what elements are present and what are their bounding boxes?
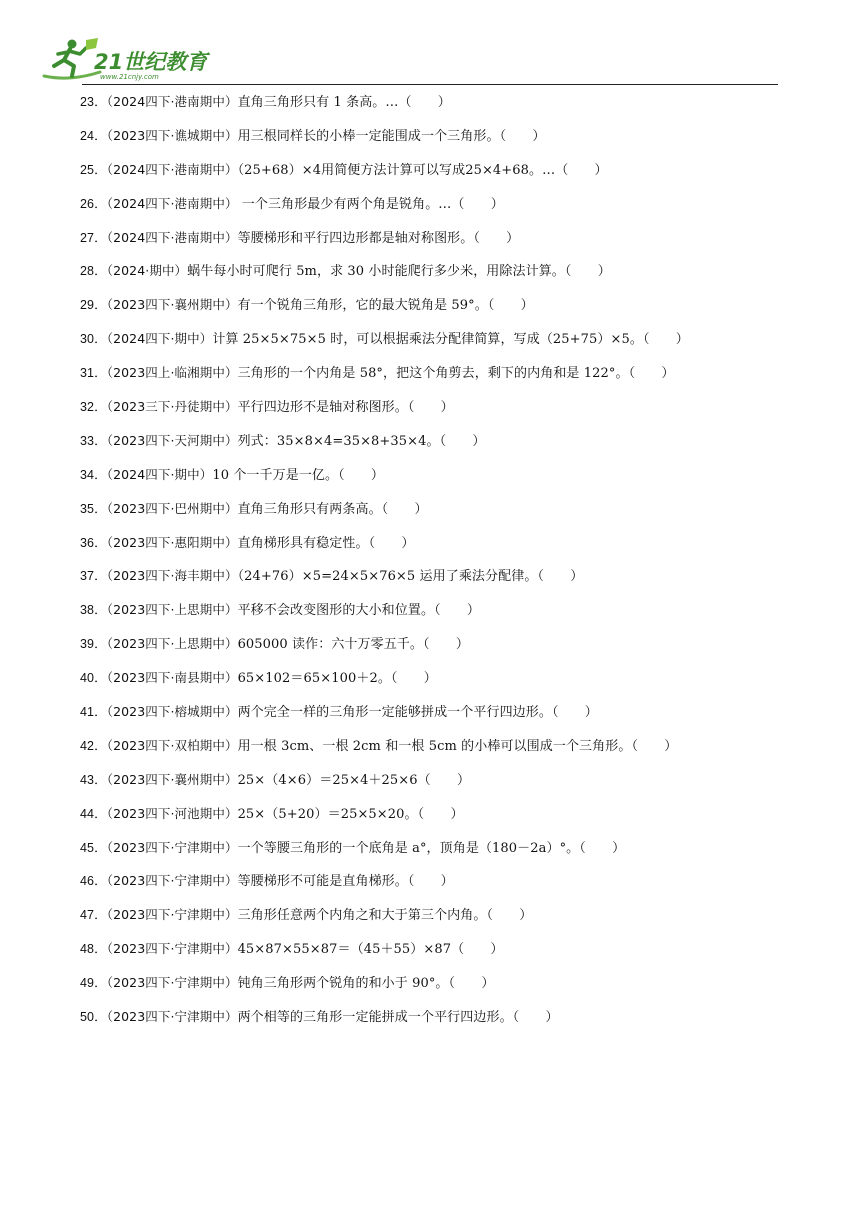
question-source: （2023四下·宁津期中）	[106, 907, 238, 923]
question-source: （2024四下·期中）	[106, 466, 213, 482]
question-source: （2023四下·宁津期中）	[106, 941, 238, 957]
question-number: 44．	[80, 806, 107, 821]
question-source: （2023三下·丹徒期中）	[106, 399, 238, 415]
question-source: （2023四下·宁津期中）	[106, 873, 238, 889]
question-number: 47．	[80, 908, 107, 923]
question-text: （25+68）×4用简便方法计算可以写成25×4+68。…（ ）	[237, 162, 608, 178]
question-item	[80, 363, 800, 397]
question-text: 65×102＝65×100＋2。（ ）	[237, 671, 437, 687]
question-text: 用一根 3cm、一根 2cm 和一根 5cm 的小棒可以围成一个三角形。（ ）	[237, 738, 678, 754]
question-text: 平行四边形不是轴对称图形。（ ）	[237, 400, 454, 416]
question-source: （2024·期中）	[106, 263, 188, 279]
question-number: 32．	[80, 400, 107, 415]
question-number: 41．	[80, 705, 107, 720]
question-item	[80, 838, 800, 872]
question-source: （2023四下·惠阳期中）	[106, 534, 238, 550]
question-text: 两个完全一样的三角形一定能够拼成一个平行四边形。（ ）	[237, 705, 598, 721]
question-item	[80, 668, 800, 702]
question-source: （2023四下·南县期中）	[106, 670, 238, 686]
question-source: （2023四下·宁津期中）	[106, 975, 238, 991]
question-number: 36．	[80, 535, 107, 550]
question-source: （2023四上·临湘期中）	[106, 365, 238, 381]
question-item	[80, 194, 800, 228]
question-text: 有一个锐角三角形，它的最大锐角是 59°。（ ）	[237, 298, 534, 314]
question-number: 34．	[80, 467, 107, 482]
question-text: 三角形任意两个内角之和大于第三个内角。（ ）	[237, 908, 533, 924]
question-number: 48．	[80, 942, 107, 957]
question-item	[80, 533, 800, 567]
page-header	[0, 0, 860, 88]
question-text: 10 个一千万是一亿。（ ）	[212, 467, 385, 483]
question-text: 钝角三角形两个锐角的和小于 90°。（ ）	[237, 976, 495, 992]
question-source: （2023四下·襄州期中）	[106, 771, 238, 787]
question-number: 45．	[80, 840, 107, 855]
svg-text:21世纪教育: 21世纪教育	[94, 50, 208, 74]
question-number: 31．	[80, 366, 107, 381]
question-item	[80, 397, 800, 431]
question-text: 605000 读作：六十万零五千。（ ）	[237, 637, 469, 653]
question-source: （2023四下·宁津期中）	[106, 1009, 238, 1025]
question-text: 25×（5+20）＝25×5×20。（ ）	[237, 806, 464, 822]
question-source: （2023四下·榕城期中）	[106, 704, 238, 720]
question-source: （2024四下·港南期中）	[106, 195, 238, 211]
question-number: 27．	[80, 230, 107, 245]
question-text: 列式：35×8×4=35×8+35×4。（ ）	[237, 433, 486, 449]
svg-text:www.21cnjy.com: www.21cnjy.com	[100, 73, 159, 81]
question-text: 直角三角形只有两条高。（ ）	[237, 501, 428, 517]
question-text: 三角形的一个内角是 58°，把这个角剪去，剩下的内角和是 122°。（ ）	[237, 366, 675, 382]
question-source: （2023四下·襄州期中）	[106, 297, 238, 313]
question-list	[80, 92, 800, 1041]
question-number: 40．	[80, 671, 107, 686]
question-number: 42．	[80, 738, 107, 753]
question-text: 直角三角形只有 1 条高。…（ ）	[237, 95, 451, 110]
question-source: （2023四下·巴州期中）	[106, 500, 238, 516]
question-source: （2024四下·港南期中）	[106, 94, 238, 109]
question-source: （2024四下·期中）	[106, 331, 213, 347]
question-text: （24+76）×5=24×5×76×5 运用了乘法分配律。（ ）	[237, 569, 584, 585]
question-source: （2023四下·上思期中）	[106, 602, 238, 618]
question-source: （2024四下·港南期中）	[106, 229, 238, 245]
question-text: 等腰梯形不可能是直角梯形。（ ）	[237, 874, 454, 890]
question-number: 23．	[80, 95, 107, 109]
question-item	[80, 736, 800, 770]
question-number: 30．	[80, 332, 107, 347]
question-text: 直角梯形具有稳定性。（ ）	[237, 535, 415, 551]
question-item	[80, 939, 800, 973]
question-item	[80, 566, 800, 600]
question-text: 计算 25×5×75×5 时，可以根据乘法分配律简算，写成（25+75）×5。（ ）	[212, 332, 689, 348]
question-item	[80, 634, 800, 668]
question-text: 蜗牛每小时可爬行 5m，求 30 小时能爬行多少米，用除法计算。（ ）	[187, 264, 611, 280]
question-number: 28．	[80, 264, 107, 279]
question-number: 49．	[80, 976, 107, 991]
question-number: 25．	[80, 162, 107, 177]
question-number: 29．	[80, 298, 107, 313]
question-item	[80, 804, 800, 838]
question-source: （2023四下·海丰期中）	[106, 568, 238, 584]
question-item	[80, 329, 800, 363]
header-divider	[82, 84, 778, 85]
question-item	[80, 973, 800, 1007]
question-text: 等腰梯形和平行四边形都是轴对称图形。（ ）	[237, 230, 520, 246]
question-source: （2023四下·天河期中）	[106, 432, 238, 448]
question-item	[80, 465, 800, 499]
question-item	[80, 905, 800, 939]
question-item	[80, 499, 800, 533]
question-number: 33．	[80, 433, 107, 448]
question-number: 50．	[80, 1010, 107, 1025]
question-item	[80, 160, 800, 194]
question-item	[80, 295, 800, 329]
question-number: 26．	[80, 196, 107, 211]
question-item	[80, 1007, 800, 1041]
question-item	[80, 431, 800, 465]
question-item	[80, 770, 800, 804]
question-source: （2024四下·港南期中）	[106, 161, 238, 177]
question-number: 35．	[80, 501, 107, 516]
question-item	[80, 702, 800, 736]
question-source: （2023四下·河池期中）	[106, 805, 238, 821]
question-text: 一个三角形最少有两个角是锐角。…（ ）	[237, 196, 504, 212]
question-number: 39．	[80, 637, 107, 652]
question-source: （2023四下·双柏期中）	[106, 737, 238, 753]
question-item	[80, 228, 800, 262]
question-item	[80, 261, 800, 295]
question-text: 45×87×55×87＝（45＋55）×87（ ）	[237, 942, 504, 958]
question-text: 25×（4×6）＝25×4＋25×6（ ）	[237, 772, 471, 788]
question-item	[80, 126, 800, 160]
question-text: 两个相等的三角形一定能拼成一个平行四边形。（ ）	[237, 1010, 559, 1026]
question-item	[80, 871, 800, 905]
question-item	[80, 92, 800, 126]
question-number: 43．	[80, 772, 107, 787]
question-text: 平移不会改变图形的大小和位置。（ ）	[237, 603, 480, 619]
question-number: 37．	[80, 569, 107, 584]
question-source: （2023四下·上思期中）	[106, 636, 238, 652]
question-source: （2023四下·谯城期中）	[106, 127, 238, 143]
question-item	[80, 600, 800, 634]
question-text: 用三根同样长的小棒一定能围成一个三角形。（ ）	[237, 128, 546, 144]
question-number: 24．	[80, 128, 107, 143]
logo-21cnjy	[42, 36, 212, 82]
question-text: 一个等腰三角形的一个底角是 a°，顶角是（180－2a）°。（ ）	[237, 840, 626, 856]
question-number: 38．	[80, 603, 107, 618]
question-number: 46．	[80, 874, 107, 889]
question-source: （2023四下·宁津期中）	[106, 839, 238, 855]
